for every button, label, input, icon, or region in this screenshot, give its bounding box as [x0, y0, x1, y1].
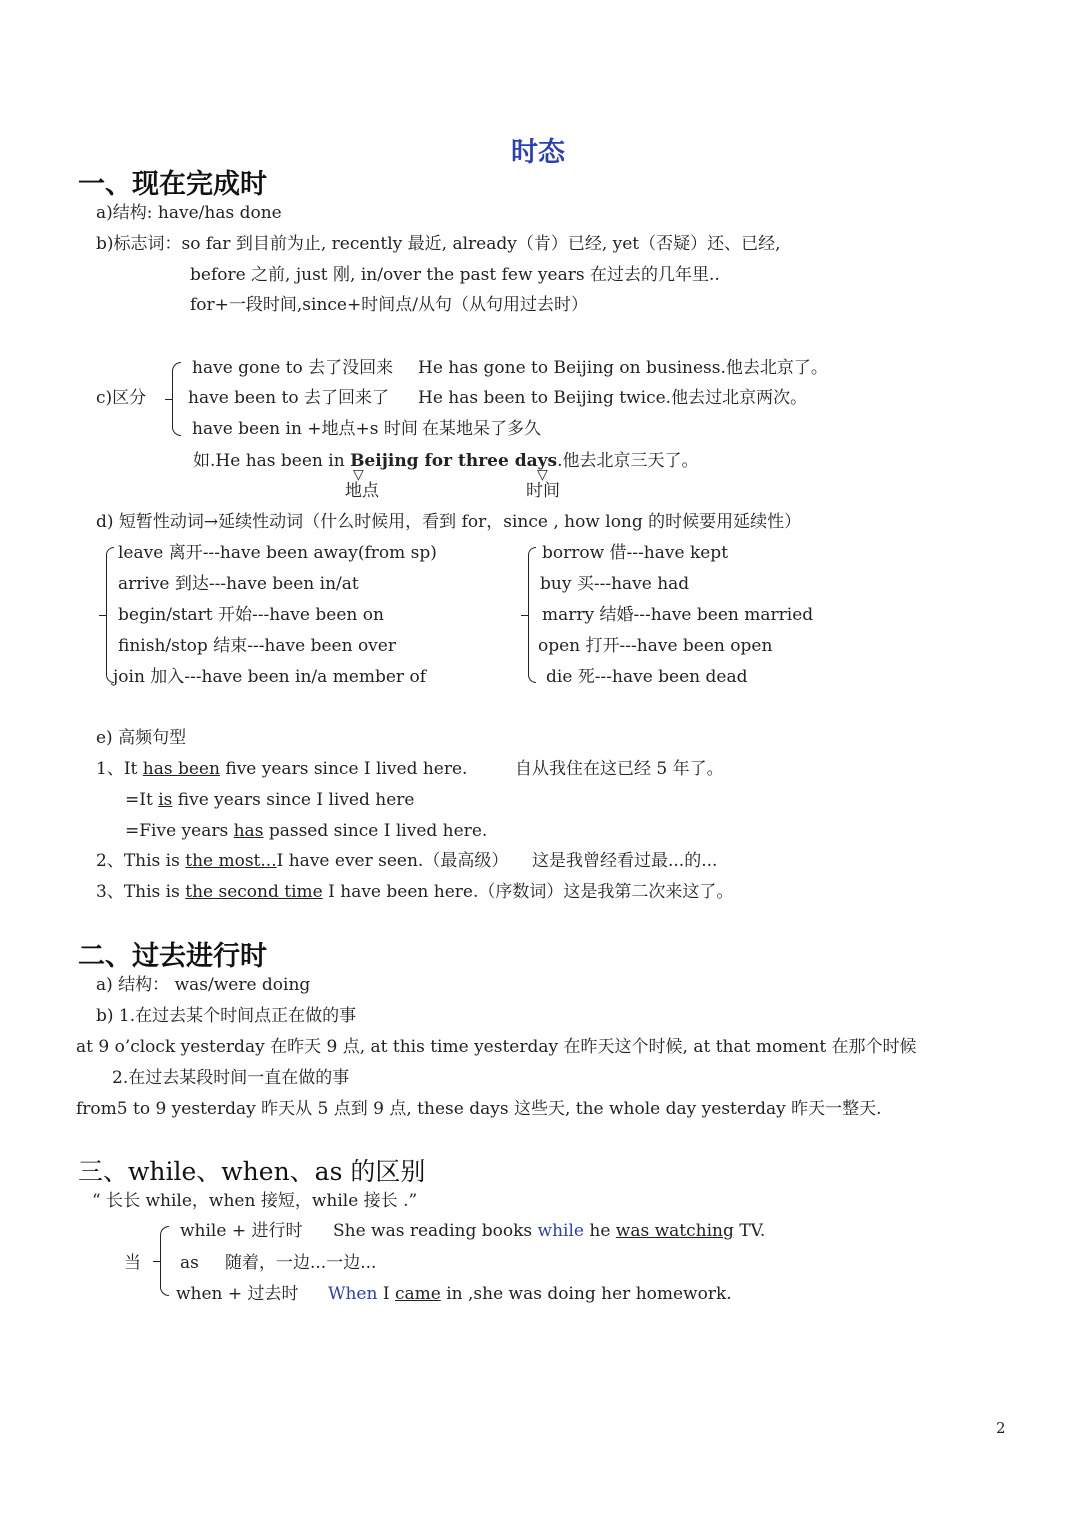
c-row-right: He has been to Beijing twice.他去过北京两次。	[418, 388, 808, 408]
arrow-down-icon: ▽	[537, 467, 548, 483]
while-rule: while + 进行时	[180, 1221, 303, 1241]
verb-pair: buy 买---have had	[540, 574, 690, 594]
verb-pair: die 死---have been dead	[546, 667, 748, 687]
page-number: 2	[996, 1419, 1006, 1437]
usage-2: 2.在过去某段时间一直在做的事	[112, 1068, 350, 1088]
brace-d-left	[106, 547, 114, 683]
distinguish-label: c)区分	[96, 388, 147, 408]
verb-conversion-heading: d) 短暂性动词→延续性动词（什么时候用，看到 for，since , how long 的时候要用延续性）	[96, 512, 802, 532]
section-heading-while-when-as: 三、while、when、as 的区别	[78, 1157, 426, 1186]
place-label: 地点	[345, 481, 379, 501]
verb-pair: marry 结婚---have been married	[542, 605, 814, 625]
signal-words-line-2: before 之前, just 刚, in/over the past few years 在过去的几年里..	[190, 265, 720, 285]
signal-words-line-1: b)标志词：so far 到目前为止, recently 最近, already（肯）已经, yet（否疑）还、已经,	[96, 234, 781, 254]
as-rule: as	[180, 1253, 199, 1273]
mnemonic-quote: “ 长长 while，when 接短，while 接长 .”	[92, 1191, 418, 1211]
pattern-1-variant: =It is five years since I lived here	[125, 790, 415, 810]
usage-1: b) 1.在过去某个时间点正在做的事	[96, 1006, 357, 1026]
dang-label: 当	[124, 1253, 141, 1273]
structure-line: a)结构: have/has done	[96, 203, 282, 223]
c-row-left: have been to 去了回来了	[188, 388, 389, 408]
signal-words-line-3: for+一段时间,since+时间点/从句（从句用过去时）	[190, 295, 588, 315]
c-row-left: have gone to 去了没回来	[192, 358, 394, 378]
c-example: 如.He has been in Beijing for three days.他去北京三天了。	[193, 451, 699, 471]
c-row-right: 在某地呆了多久	[422, 419, 541, 439]
usage-1-examples: at 9 o’clock yesterday 在昨天 9 点, at this time yesterday 在昨天这个时候, at that moment 在那个时候	[76, 1037, 917, 1057]
pattern-2-translation: 这是我曾经看过最...的...	[532, 851, 718, 871]
brace-3	[160, 1226, 169, 1296]
c-row-left: have been in +地点+s 时间	[192, 419, 418, 439]
structure-line: a) 结构： was/were doing	[96, 975, 311, 995]
verb-pair: finish/stop 结束---have been over	[118, 636, 396, 656]
pattern-2: 2、This is the most...I have ever seen.（最高级）	[96, 851, 509, 871]
verb-pair: join 加入---have been in/a member of	[113, 667, 426, 687]
verb-pair: arrive 到达---have been in/at	[118, 574, 359, 594]
section-heading-past-progressive: 二、过去进行时	[78, 941, 267, 972]
pattern-3: 3、This is the second time I have been here.（序数词）这是我第二次来这了。	[96, 882, 734, 902]
frequent-patterns-heading: e) 高频句型	[96, 728, 187, 748]
when-rule: when + 过去时	[176, 1284, 299, 1304]
page-title: 时态	[511, 137, 565, 168]
pattern-1: 1、It has been five years since I lived here.	[96, 759, 468, 779]
pattern-1-variant: =Five years has passed since I lived here.	[125, 821, 488, 841]
while-example: She was reading books while he was watching TV.	[333, 1221, 766, 1241]
c-row-right: He has gone to Beijing on business.他去北京了。	[418, 358, 828, 378]
as-meaning: 随着，一边...一边...	[225, 1253, 377, 1273]
verb-pair: open 打开---have been open	[538, 636, 773, 656]
verb-pair: begin/start 开始---have been on	[118, 605, 384, 625]
verb-pair: leave 离开---have been away(from sp)	[118, 543, 437, 563]
pattern-1-translation: 自从我住在这已经 5 年了。	[515, 759, 724, 779]
brace-d-right	[528, 547, 536, 683]
section-heading-present-perfect: 一、现在完成时	[78, 169, 267, 200]
brace-c	[172, 362, 181, 436]
arrow-down-icon: ▽	[353, 467, 364, 483]
verb-pair: borrow 借---have kept	[542, 543, 729, 563]
usage-2-examples: from5 to 9 yesterday 昨天从 5 点到 9 点, these days 这些天, the whole day yesterday 昨天一整天.	[76, 1099, 882, 1119]
when-example: When I came in ,she was doing her homework.	[328, 1284, 732, 1304]
time-label: 时间	[526, 481, 560, 501]
